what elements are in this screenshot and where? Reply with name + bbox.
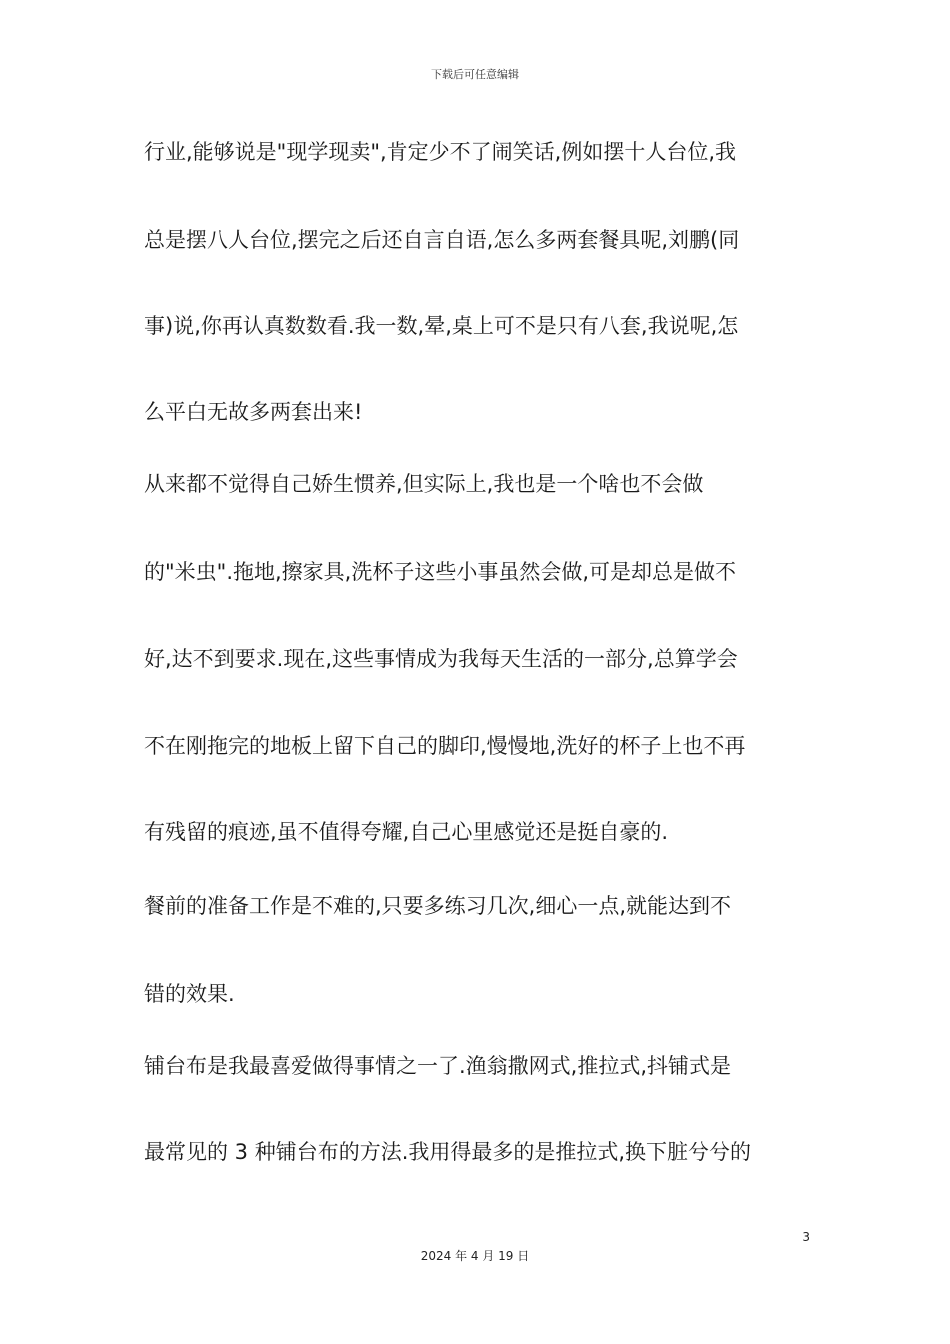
- page-number: 3: [802, 1230, 810, 1244]
- text-line-3: 事)说,你再认真数数看.我一数,晕,桌上可不是只有八套,我说呢,怎: [144, 314, 739, 338]
- text-line-2: 总是摆八人台位,摆完之后还自言自语,怎么多两套餐具呢,刘鹏(同: [144, 228, 740, 252]
- text-line-4: 么平白无故多两套出来!: [144, 400, 363, 424]
- text-line-7: 好,达不到要求.现在,这些事情成为我每天生活的一部分,总算学会: [144, 647, 738, 671]
- page-footer-date: 2024 年 4 月 19 日: [420, 1249, 530, 1263]
- text-line-9: 有残留的痕迹,虽不值得夸耀,自己心里感觉还是挺自豪的.: [144, 820, 669, 844]
- text-line-10: 餐前的准备工作是不难的,只要多练习几次,细心一点,就能达到不: [144, 894, 732, 918]
- text-line-5: 从来都不觉得自己娇生惯养,但实际上,我也是一个啥也不会做: [144, 472, 704, 496]
- text-line-8: 不在刚拖完的地板上留下自己的脚印,慢慢地,洗好的杯子上也不再: [144, 734, 746, 758]
- text-line-1: 行业,能够说是"现学现卖",肯定少不了闹笑话,例如摆十人台位,我: [144, 140, 737, 164]
- text-line-6: 的"米虫".拖地,擦家具,洗杯子这些小事虽然会做,可是却总是做不: [144, 560, 737, 584]
- text-line-12: 铺台布是我最喜爱做得事情之一了.渔翁撒网式,推拉式,抖铺式是: [144, 1054, 732, 1078]
- page-header: 下载后可任意编辑: [431, 68, 519, 81]
- text-line-11: 错的效果.: [144, 982, 235, 1006]
- text-line-13: 最常见的 3 种铺台布的方法.我用得最多的是推拉式,换下脏兮兮的: [144, 1140, 752, 1164]
